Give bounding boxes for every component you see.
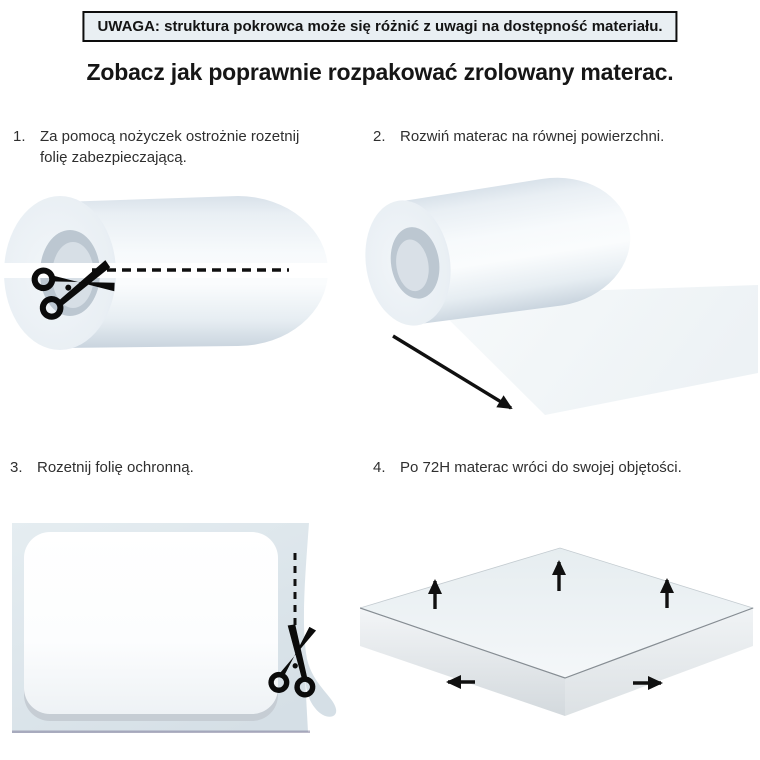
film-bottom-shadow bbox=[12, 731, 310, 734]
step-text: Po 72H materac wróci do swojej objętości. bbox=[400, 459, 682, 476]
illustration-unroll-mattress bbox=[363, 168, 760, 420]
page-title: Zobacz jak poprawnie rozpakować zrolowany materac. bbox=[86, 59, 674, 85]
step-text: Za pomocą nożyczek ostrożnie rozetnij folię zabezpieczającą. bbox=[40, 128, 300, 166]
step-text: Rozetnij folię ochronną. bbox=[37, 459, 194, 476]
illustration-cut-protective-film bbox=[8, 517, 348, 752]
step-item-1 bbox=[13, 126, 333, 168]
step-number: 2. bbox=[373, 128, 386, 145]
step-text: Rozwiń materac na równej powierzchni. bbox=[400, 128, 665, 145]
step-item-4 bbox=[373, 457, 758, 478]
notice-banner bbox=[82, 11, 677, 42]
step-item-2 bbox=[373, 126, 758, 147]
notice-text: UWAGA: struktura pokrowca może się różnić z uwagi na dostępność materiału. bbox=[97, 18, 663, 35]
illustration-cut-rolled-mattress bbox=[0, 193, 336, 355]
step-number: 4. bbox=[373, 459, 386, 476]
flat-mattress bbox=[24, 532, 278, 714]
step-number: 1. bbox=[13, 128, 26, 145]
illustration-mattress-expansion bbox=[360, 543, 760, 738]
mattress-3d bbox=[360, 548, 753, 716]
step-number: 3. bbox=[10, 459, 23, 476]
step-item-3 bbox=[10, 457, 340, 478]
